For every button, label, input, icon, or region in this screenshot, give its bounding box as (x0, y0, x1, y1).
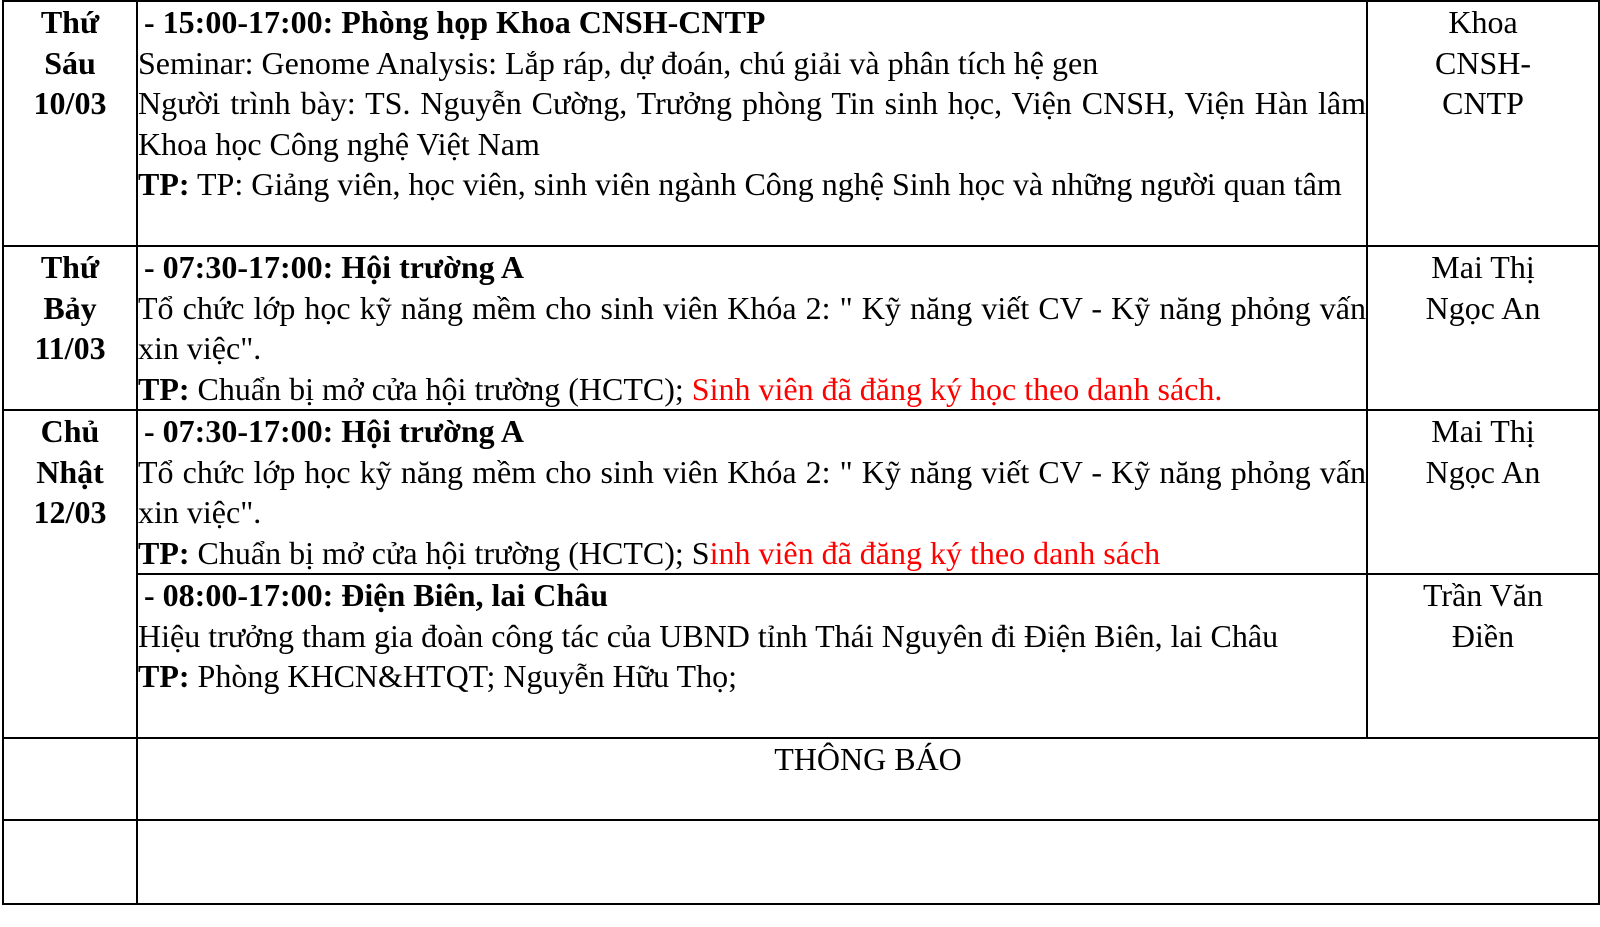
empty-cell (137, 820, 1599, 904)
responsible-text: Mai Thị (1431, 249, 1535, 285)
day-date: 10/03 (33, 85, 107, 121)
day-name: Sáu (44, 44, 96, 81)
day-name: Thứ (40, 249, 100, 285)
responsible-cell (1367, 1, 1599, 246)
event-cell (137, 246, 1367, 410)
event-description: Seminar: Genome Analysis: Lắp ráp, dự đoán, chú giải và phân tích hệ gen (138, 44, 1099, 81)
event-description: Hiệu trưởng tham gia đoàn công tác của UBND tỉnh Thái Nguyên đi Điện Biên, lai Châu (138, 617, 1279, 654)
participants-text: Chuẩn bị mở cửa hội trường (HCTC); S (189, 534, 710, 571)
responsible-text: CNTP (1442, 85, 1524, 121)
table-row (3, 246, 1599, 410)
event-cell (137, 410, 1367, 574)
responsible-text: Khoa (1448, 4, 1518, 40)
responsible-text: Ngọc An (1425, 453, 1541, 490)
responsible-cell (1367, 410, 1599, 574)
responsible-text: Điền (1451, 617, 1515, 654)
day-name: Thứ (40, 4, 100, 40)
participants-text: TP: Giảng viên, học viên, sinh viên ngành Công nghệ Sinh học và những người quan tâm (189, 166, 1342, 202)
table-row (3, 410, 1599, 574)
participants-label: TP: (138, 658, 190, 694)
day-name: Bảy (43, 289, 97, 326)
participants-label: TP: (138, 370, 190, 407)
event-participants (138, 164, 1366, 205)
notice-title: THÔNG BÁO (774, 741, 962, 777)
day-name: Nhật (36, 453, 104, 490)
event-description: Tổ chức lớp học kỹ năng mềm cho sinh viên Khóa 2: " Kỹ năng viết CV - Kỹ năng phỏng vấn xin việc". (138, 453, 1366, 530)
participants-highlight: inh viên đã đăng ký theo danh sách (709, 534, 1161, 571)
table-row (3, 574, 1599, 738)
event-time-location: - 07:30-17:00: Hội trường A (144, 249, 524, 285)
participants-label: TP: (138, 534, 190, 571)
day-date: 12/03 (33, 494, 107, 530)
event-participants (138, 656, 1366, 697)
event-description: Tổ chức lớp học kỹ năng mềm cho sinh viên Khóa 2: " Kỹ năng viết CV - Kỹ năng phỏng vấn xin việc". (138, 289, 1366, 366)
day-date: 11/03 (34, 330, 106, 366)
event-cell (137, 1, 1367, 246)
event-time-location: - 08:00-17:00: Điện Biên, lai Châu (144, 577, 608, 613)
participants-text: Chuẩn bị mở cửa hội trường (HCTC); (189, 370, 692, 407)
notice-cell (137, 738, 1599, 820)
day-cell (3, 1, 137, 246)
empty-cell (3, 738, 137, 820)
responsible-text: Trần Văn (1422, 577, 1543, 613)
event-time-location: - 07:30-17:00: Hội trường A (144, 413, 524, 449)
responsible-text: Mai Thị (1431, 413, 1535, 449)
participants-label: TP: (138, 166, 190, 202)
responsible-text: Ngọc An (1425, 289, 1541, 326)
responsible-text: CNSH- (1434, 44, 1531, 81)
table-row (3, 1, 1599, 246)
table-row (3, 820, 1599, 904)
event-presenter: Người trình bày: TS. Nguyễn Cường, Trưởng phòng Tin sinh học, Viện CNSH, Viện Hàn lâm Khoa học Công nghệ Việt Nam (138, 85, 1366, 162)
event-participants (138, 369, 1366, 410)
day-cell (3, 246, 137, 410)
schedule-table (2, 0, 1600, 905)
empty-cell (3, 820, 137, 904)
responsible-cell (1367, 246, 1599, 410)
event-time-location: - 15:00-17:00: Phòng họp Khoa CNSH-CNTP (144, 4, 766, 40)
table-row (3, 738, 1599, 820)
day-cell (3, 410, 137, 738)
event-cell (137, 574, 1367, 738)
participants-highlight: Sinh viên đã đăng ký học theo danh sách. (691, 370, 1223, 407)
responsible-cell (1367, 574, 1599, 738)
participants-text: Phòng KHCN&HTQT; Nguyễn Hữu Thọ; (189, 658, 737, 694)
day-name: Chủ (40, 413, 100, 449)
event-participants (138, 533, 1366, 574)
